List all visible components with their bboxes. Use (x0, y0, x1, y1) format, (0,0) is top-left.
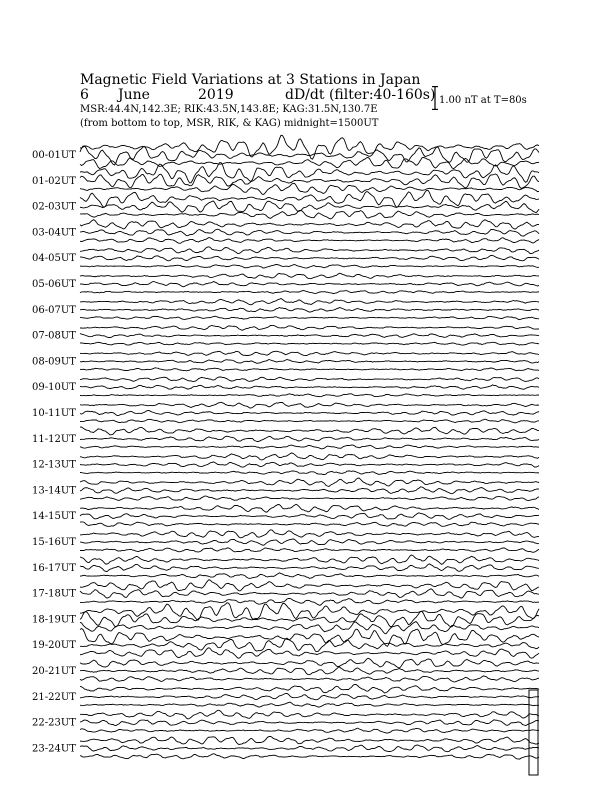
quantity-label: dD/dt (filter:40-160s) (285, 87, 436, 103)
trace-kag (80, 478, 539, 487)
trace-msr (80, 754, 539, 759)
row-label: 00-01UT (32, 150, 76, 161)
trace-msr (80, 238, 539, 244)
row-label: 09-10UT (32, 382, 76, 394)
trace-msr (80, 702, 539, 707)
trace-kag (80, 163, 539, 183)
trace-kag (80, 325, 539, 330)
row-label: 07-08UT (32, 330, 76, 342)
row-label: 12-13UT (32, 459, 76, 471)
trace-kag (80, 658, 539, 668)
trace-rik (80, 667, 539, 675)
calibration-pulse (529, 690, 538, 775)
trace-kag (80, 629, 539, 647)
trace-rik (80, 308, 539, 313)
trace-kag (80, 736, 539, 744)
trace-rik (80, 201, 539, 213)
row-label: 02-03UT (32, 201, 76, 213)
trace-kag (80, 377, 539, 381)
row-label: 23-24UT (32, 743, 76, 755)
trace-msr (80, 394, 539, 397)
date-month: June (118, 87, 150, 103)
trace-kag (80, 402, 539, 408)
row-label: 19-20UT (32, 640, 76, 652)
trace-kag (80, 273, 539, 279)
row-label: 03-04UT (32, 227, 76, 239)
trace-rik (80, 513, 539, 520)
row-label: 20-21UT (32, 666, 76, 677)
trace-msr (80, 291, 539, 294)
row-label: 04-05UT (32, 253, 76, 265)
trace-msr (80, 648, 539, 659)
trace-kag (80, 220, 539, 229)
trace-msr (80, 728, 539, 733)
trace-msr (80, 548, 539, 552)
trace-msr (80, 496, 539, 501)
row-label: 08-09UT (32, 356, 76, 368)
trace-msr (80, 210, 539, 219)
trace-msr (80, 265, 539, 269)
trace-kag (80, 530, 539, 538)
trace-msr (80, 573, 539, 579)
trace-msr (80, 419, 539, 423)
trace-msr (80, 471, 539, 475)
trace-rik (80, 255, 539, 260)
trace-msr (80, 183, 539, 194)
station-order-note: (from bottom to top, MSR, RIK, & KAG) midnight=1500UT (80, 118, 379, 129)
row-label: 14-15UT (32, 511, 76, 523)
trace-kag (80, 685, 539, 694)
trace-msr (80, 316, 539, 319)
trace-kag (80, 427, 539, 435)
row-label: 01-02UT (32, 175, 76, 187)
trace-kag (80, 299, 539, 305)
row-label: 16-17UT (32, 562, 76, 574)
trace-kag (80, 504, 539, 512)
trace-kag (80, 351, 539, 355)
row-label: 13-14UT (32, 485, 76, 497)
row-label: 15-16UT (32, 537, 76, 548)
trace-rik (80, 282, 539, 287)
date-year: 2019 (198, 87, 234, 103)
trace-rik (80, 411, 539, 416)
row-label: 22-23UT (32, 717, 76, 729)
trace-msr (80, 342, 539, 345)
row-label: 05-06UT (32, 279, 76, 290)
row-label: 11-12UT (32, 433, 76, 445)
trace-rik (80, 720, 539, 726)
trace-msr (80, 676, 539, 682)
trace-rik (80, 487, 539, 494)
date-day: 6 (80, 87, 89, 103)
trace-msr (80, 445, 539, 449)
stations-info: MSR:44.4N,142.3E; RIK:43.5N,143.8E; KAG:31.5N,130.7E (80, 104, 378, 115)
trace-kag (80, 710, 539, 719)
row-label: 06-07UT (32, 304, 76, 316)
trace-rik (80, 564, 539, 572)
trace-rik (80, 229, 539, 236)
trace-msr (80, 368, 539, 371)
row-label: 18-19UT (32, 614, 76, 626)
trace-rik (80, 589, 539, 598)
trace-kag (80, 580, 539, 591)
chart-title: Magnetic Field Variations at 3 Stations in Japan (80, 72, 421, 88)
trace-msr (80, 598, 539, 605)
row-label: 21-22UT (32, 691, 76, 703)
trace-rik (80, 462, 539, 467)
trace-rik (80, 693, 539, 699)
trace-rik (80, 360, 539, 364)
trace-msr (80, 522, 539, 526)
row-label: 10-11UT (32, 408, 76, 419)
trace-rik (80, 436, 539, 441)
trace-rik (80, 334, 539, 338)
trace-kag (80, 555, 539, 564)
row-label: 17-18UT (32, 588, 76, 600)
trace-rik (80, 745, 539, 752)
trace-kag (80, 453, 539, 460)
scale-label: 1.00 nT at T=80s (439, 95, 527, 106)
trace-kag (80, 247, 539, 254)
trace-rik (80, 385, 539, 389)
trace-rik (80, 539, 539, 545)
